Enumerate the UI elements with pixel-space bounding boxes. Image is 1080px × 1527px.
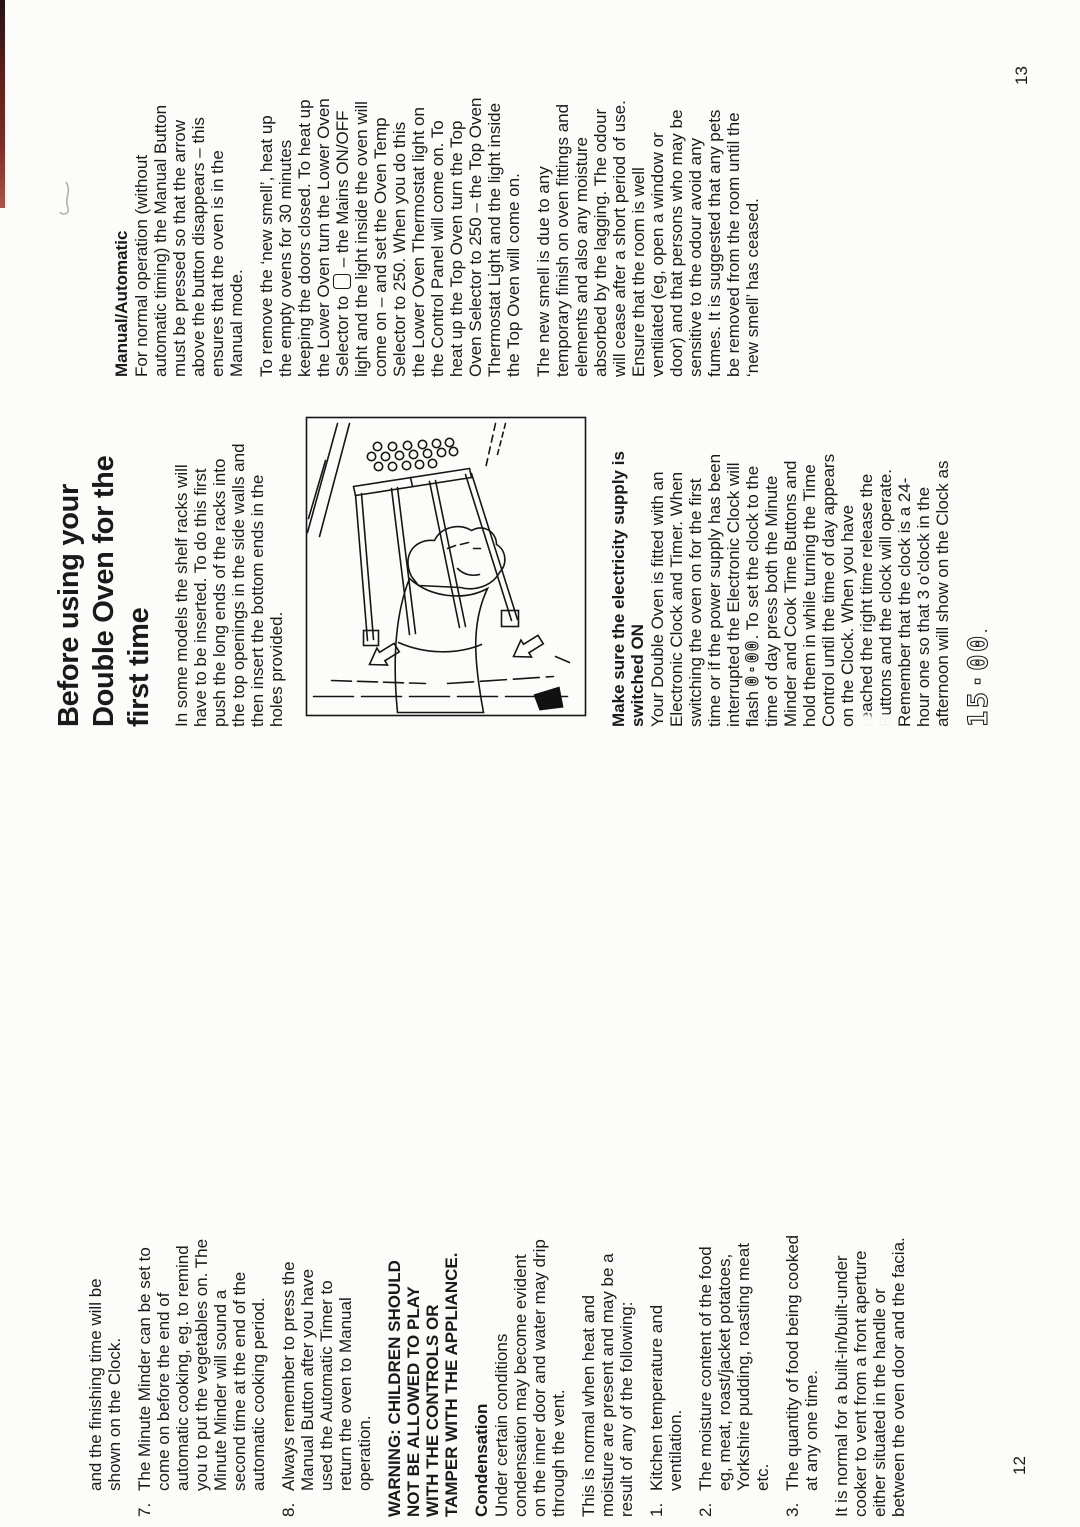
text-line: then insert the bottom ends in the xyxy=(248,474,267,727)
text-line: cooker to vent from a front aperture xyxy=(851,1250,870,1517)
text-line: absorbed by the lagging. The odour xyxy=(591,108,610,377)
text-line: will cease after a short period of use. xyxy=(610,100,629,377)
electricity-supply-section xyxy=(609,379,995,727)
text-line: The quantity of food being cooked xyxy=(783,1234,802,1491)
text-line: Your Double Oven is fitted with an xyxy=(648,471,667,727)
text-line: eg, meat, roast/jacket potatoes, xyxy=(715,1253,734,1491)
text-block-para xyxy=(579,1131,636,1517)
text-line: hour one so that 3 o’clock in the xyxy=(914,486,933,727)
text-segment: Selector to xyxy=(333,291,352,377)
text-line: time of day press both the Minute xyxy=(762,475,781,727)
text-line: on the Clock. When you have xyxy=(838,504,857,727)
text-block-para xyxy=(132,5,246,377)
text-line: ventilation. xyxy=(666,1409,685,1491)
text-line: TAMPER WITH THE APPLIANCE. xyxy=(442,1252,461,1517)
text-line: afternoon will show on the Clock as xyxy=(933,460,952,727)
text-line: holes provided. xyxy=(267,611,286,727)
text-line: have to be inserted. To do this first xyxy=(191,468,210,727)
text-line: first time xyxy=(123,607,155,727)
text-line: be removed from the room until the xyxy=(724,112,743,377)
text-line: used the Automatic Timer to xyxy=(317,1280,336,1491)
text-line: come on – and set the Oven Temp xyxy=(371,117,390,377)
text-line: you to put the vegetables on. The xyxy=(192,1238,211,1491)
text-segment: . xyxy=(972,628,991,634)
text-line: on the inner door and water may drip xyxy=(530,1239,549,1517)
text-line: The Minute Minder can be set to xyxy=(135,1247,154,1491)
list-marker: 1. xyxy=(647,1502,666,1517)
text-line: The new smell is due to any xyxy=(534,166,553,377)
text-line xyxy=(963,379,995,727)
text-line: the Lower Oven Thermostat light on xyxy=(409,107,428,377)
text-line: condensation may become evident xyxy=(511,1254,530,1517)
text-block-item xyxy=(135,1131,268,1517)
page-title-and-intro xyxy=(52,379,286,727)
text-line: at any one time. xyxy=(802,1370,821,1491)
text-line: sensitive to the odour avoid any xyxy=(686,137,705,377)
text-line: Manual/Automatic xyxy=(112,230,131,377)
text-line: the Control Panel will come on. To xyxy=(428,120,447,377)
text-line: above the button disappears – this xyxy=(189,117,208,377)
text-line: heat up the Top Oven turn the Top xyxy=(447,120,466,377)
text-line: automatic cooking, eg. to remind xyxy=(173,1245,192,1491)
text-line: WITH THE CONTROLS OR xyxy=(423,1304,442,1517)
text-block-para xyxy=(257,5,523,377)
text-line: push the long ends of the racks into xyxy=(210,458,229,727)
text-block-item xyxy=(647,1131,685,1517)
text-line: result of any of the following: xyxy=(617,1301,636,1517)
text-line: either situated in the handle or xyxy=(870,1288,889,1517)
text-line: switching the oven on for the first xyxy=(686,478,705,727)
text-line: come on before the end of xyxy=(154,1292,173,1491)
text-line: Minder and Cook Time Buttons and xyxy=(781,460,800,727)
text-block-para xyxy=(832,1131,908,1517)
text-line: Kitchen temperature and xyxy=(647,1304,666,1491)
text-line: operation. xyxy=(355,1415,374,1491)
text-line: through the vent. xyxy=(549,1389,568,1517)
text-line: time or if the power supply has been xyxy=(705,453,724,727)
text-line xyxy=(743,379,762,727)
text-block-para xyxy=(648,379,952,727)
text-line: fumes. It is suggested that any pets xyxy=(705,109,724,377)
text-line: WARNING: CHILDREN SHOULD xyxy=(385,1260,404,1517)
text-line: Remember that the clock is a 24- xyxy=(895,477,914,727)
digital-clock-display: 0·00 xyxy=(743,639,763,687)
text-block-heading xyxy=(472,1131,491,1517)
text-line: Buttons and the clock will operate. xyxy=(876,379,895,727)
page-12-right-column xyxy=(52,379,1006,727)
text-line: door) and that persons who may be xyxy=(667,109,686,377)
shelf-rack-drawing xyxy=(298,411,598,726)
text-line: ensures that the oven is in the xyxy=(208,150,227,377)
text-block-para xyxy=(172,379,286,727)
text-line: between the oven door and the facia. xyxy=(889,1237,908,1517)
text-line: Minute Minder will sound a xyxy=(211,1289,230,1491)
text-block-item xyxy=(696,1131,772,1517)
text-block-title xyxy=(52,379,157,727)
text-line: temporary finish on oven fittings and xyxy=(553,103,572,377)
text-line: switched ON xyxy=(628,624,647,727)
page-number-13: 13 xyxy=(1012,66,1031,85)
text-line: automatic cooking period. xyxy=(249,1297,268,1491)
text-line: the Top Oven will come on. xyxy=(504,173,523,377)
text-block-display xyxy=(963,379,995,727)
text-line: return the oven to Manual xyxy=(336,1297,355,1491)
text-block-item xyxy=(279,1131,374,1517)
text-block-item xyxy=(783,1131,821,1517)
text-block-heading xyxy=(112,5,131,377)
text-line: Always remember to press the xyxy=(279,1261,298,1491)
text-line: keeping the doors closed. To heat up xyxy=(295,99,314,377)
list-marker: 8. xyxy=(279,1502,298,1517)
text-block-heading xyxy=(609,379,647,727)
text-line: hold them in while turning the Time xyxy=(800,464,819,727)
text-line: Condensation xyxy=(472,1403,491,1517)
list-marker: 7. xyxy=(135,1502,154,1517)
oven-selector-symbol-icon xyxy=(333,274,351,289)
page-13-column xyxy=(112,5,773,377)
text-line: Manual Button after you have xyxy=(298,1268,317,1491)
text-line: the top openings in the side walls and xyxy=(229,443,248,727)
text-block-para xyxy=(492,1131,568,1517)
digital-clock-display: 15·00 xyxy=(963,633,994,727)
text-line: light and the light inside the oven will xyxy=(352,101,371,377)
text-line: It is normal for a built-in/built-under xyxy=(832,1255,851,1517)
text-line: To remove the ‘new smell’, heat up xyxy=(257,115,276,377)
text-line: NOT BE ALLOWED TO PLAY xyxy=(404,1286,423,1517)
text-line: Double Oven for the xyxy=(88,455,120,727)
text-block-warning xyxy=(385,1131,461,1517)
text-segment: . To set the clock to the xyxy=(743,465,762,640)
text-line: The moisture content of the food xyxy=(696,1246,715,1491)
text-line: For normal operation (without xyxy=(132,154,151,377)
text-line: automatic timing) the Manual Button xyxy=(151,104,170,377)
list-marker: 2. xyxy=(696,1502,715,1517)
text-line: Manual mode. xyxy=(227,269,246,377)
shelf-rack-illustration xyxy=(297,409,597,727)
text-line xyxy=(333,5,352,377)
text-line: Oven Selector to 250 – the Top Oven xyxy=(466,97,485,377)
text-line: reached the right time release the xyxy=(857,379,876,727)
text-line: second time at the end of the xyxy=(230,1271,249,1491)
text-line: must be pressed so that the arrow xyxy=(170,119,189,377)
text-line: the Lower Oven turn the Lower Oven xyxy=(314,98,333,377)
text-line: etc. xyxy=(753,1463,772,1491)
text-line: Make sure the electricity supply is xyxy=(609,451,628,727)
text-block-para xyxy=(534,5,762,377)
text-block-cont xyxy=(86,1131,124,1517)
page-12-left-column xyxy=(86,1131,919,1517)
text-line: moisture are present and may be a xyxy=(598,1253,617,1517)
list-marker: 3. xyxy=(783,1502,802,1517)
scan-mark-artifact xyxy=(52,178,78,223)
text-line: the empty ovens for 30 minutes xyxy=(276,139,295,377)
text-line: and the finishing time will be xyxy=(86,1278,105,1491)
text-line: interrupted the Electronic Clock will xyxy=(724,462,743,727)
text-line: Electronic Clock and Timer. When xyxy=(667,471,686,727)
text-line: Thermostat Light and the light inside xyxy=(485,102,504,377)
text-line: shown on the Clock. xyxy=(105,1337,124,1491)
text-line: Yorkshire pudding, roasting meat xyxy=(734,1243,753,1491)
text-line: Ensure that the room is well xyxy=(629,167,648,377)
scan-edge-artifact xyxy=(0,0,5,208)
text-line: Control until the time of day appears xyxy=(819,453,838,727)
text-line: ‘new smell’ has ceased. xyxy=(743,198,762,377)
text-segment: flash xyxy=(743,686,762,727)
text-line: This is normal when heat and xyxy=(579,1294,598,1517)
text-line: Before using your xyxy=(53,483,85,727)
text-segment: – the Mains ON/OFF xyxy=(333,110,352,272)
text-line: Selector to 250. When you do this xyxy=(390,121,409,377)
text-line: ventilated (eg, open a window or xyxy=(648,132,667,377)
text-line: In some models the shelf racks will xyxy=(172,464,191,727)
text-line: Under certain conditions xyxy=(492,1333,511,1517)
text-line: elements and also any moisture xyxy=(572,136,591,377)
page-number-12: 12 xyxy=(1010,1456,1029,1475)
